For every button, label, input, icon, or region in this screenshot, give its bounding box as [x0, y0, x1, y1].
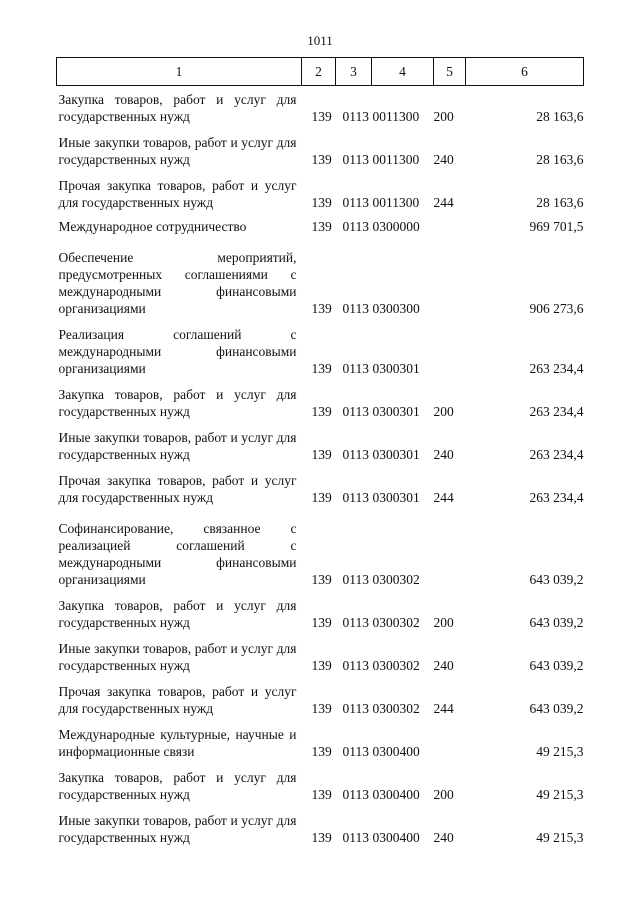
row-name: Прочая закупка товаров, работ и услуг для государственных нужд — [58, 472, 297, 505]
row-col-3: 0113 — [342, 614, 369, 630]
row-name: Обеспечение мероприятий, предусмотренных соглашениями с международными финансовыми организациями — [58, 249, 297, 316]
row-col-2: 139 — [311, 614, 332, 630]
row-col-2: 139 — [311, 300, 332, 316]
table-row — [57, 764, 584, 807]
row-col-2: 139 — [311, 489, 332, 505]
row-col-3: 0113 — [342, 446, 369, 462]
row-col-4: 0300301 — [372, 360, 420, 376]
row-name: Софинансирование, связанное с реализацией соглашений с международными финансовыми организациями — [58, 520, 297, 587]
row-col-6: 49 215,3 — [536, 829, 584, 845]
row-col-4: 0300400 — [372, 786, 420, 802]
row-name: Иные закупки товаров, работ и услуг для государственных нужд — [58, 429, 297, 462]
row-name: Международные культурные, научные и информационные связи — [58, 726, 297, 759]
row-col-6: 906 273,6 — [529, 300, 584, 316]
row-col-3: 0113 — [342, 786, 369, 802]
row-col-3: 0113 — [342, 829, 369, 845]
row-col-4: 0300302 — [372, 700, 420, 716]
row-col-6: 263 234,4 — [529, 360, 584, 376]
row-col-3: 0113 — [342, 489, 369, 505]
row-col-4: 0300000 — [372, 218, 420, 234]
row-col-5: 244 — [433, 194, 454, 210]
row-col-6: 49 215,3 — [536, 743, 584, 759]
table-row — [57, 592, 584, 635]
row-col-3: 0113 — [342, 743, 369, 759]
row-name: Закупка товаров, работ и услуг для государственных нужд — [58, 91, 297, 124]
row-col-3: 0113 — [342, 571, 369, 587]
table-body — [57, 86, 584, 850]
table-row — [57, 510, 584, 592]
table-row — [57, 215, 584, 239]
table-row — [57, 321, 584, 381]
row-col-5: 240 — [433, 151, 454, 167]
table-row — [57, 381, 584, 424]
table-row — [57, 172, 584, 215]
header-row — [57, 58, 584, 86]
row-col-2: 139 — [311, 786, 332, 802]
row-col-6: 643 039,2 — [529, 571, 584, 587]
row-col-4: 0300301 — [372, 489, 420, 505]
table-row — [57, 807, 584, 850]
table-header — [57, 58, 584, 86]
row-col-3: 0113 — [342, 108, 369, 124]
row-col-4: 0300400 — [372, 743, 420, 759]
row-col-3: 0113 — [342, 300, 369, 316]
row-col-2: 139 — [311, 829, 332, 845]
row-col-5: 240 — [433, 657, 454, 673]
row-col-4: 0300302 — [372, 657, 420, 673]
row-name: Прочая закупка товаров, работ и услуг для государственных нужд — [58, 683, 297, 716]
row-col-3: 0113 — [342, 360, 369, 376]
row-col-6: 643 039,2 — [529, 614, 584, 630]
row-col-3: 0113 — [342, 657, 369, 673]
row-col-5: 244 — [433, 489, 454, 505]
row-col-2: 139 — [311, 108, 332, 124]
row-col-6: 263 234,4 — [529, 446, 584, 462]
row-name: Иные закупки товаров, работ и услуг для государственных нужд — [58, 134, 297, 167]
row-col-4: 0300302 — [372, 571, 420, 587]
row-col-2: 139 — [311, 446, 332, 462]
row-col-2: 139 — [311, 151, 332, 167]
row-name: Международное сотрудничество — [58, 218, 247, 234]
row-col-5 — [434, 510, 466, 592]
row-name: Иные закупки товаров, работ и услуг для государственных нужд — [58, 640, 297, 673]
table-row — [57, 239, 584, 321]
table-row — [57, 424, 584, 467]
row-col-6: 263 234,4 — [529, 403, 584, 419]
row-col-2: 139 — [311, 571, 332, 587]
row-col-4: 0011300 — [372, 108, 420, 124]
row-col-4: 0300300 — [372, 300, 420, 316]
row-col-2: 139 — [311, 194, 332, 210]
row-col-4: 0300301 — [372, 403, 420, 419]
header-col-3: 3 — [336, 58, 372, 86]
row-col-3: 0113 — [342, 218, 369, 234]
row-name: Закупка товаров, работ и услуг для государственных нужд — [58, 769, 297, 802]
row-col-5 — [434, 321, 466, 381]
row-col-5: 240 — [433, 446, 454, 462]
header-col-2: 2 — [302, 58, 336, 86]
table-row — [57, 467, 584, 510]
row-col-6: 263 234,4 — [529, 489, 584, 505]
header-col-5: 5 — [434, 58, 466, 86]
row-col-3: 0113 — [342, 403, 369, 419]
row-name: Прочая закупка товаров, работ и услуг для государственных нужд — [58, 177, 297, 210]
row-col-5 — [434, 215, 466, 239]
row-col-5: 200 — [433, 108, 454, 124]
row-col-3: 0113 — [342, 700, 369, 716]
page-number: 1011 — [307, 33, 333, 48]
table-row — [57, 86, 584, 129]
row-col-5: 240 — [433, 829, 454, 845]
row-col-2: 139 — [311, 743, 332, 759]
table-row — [57, 635, 584, 678]
budget-table — [56, 57, 584, 850]
row-col-6: 643 039,2 — [529, 700, 584, 716]
row-col-5 — [434, 721, 466, 764]
row-col-4: 0300301 — [372, 446, 420, 462]
row-col-2: 139 — [311, 657, 332, 673]
row-col-2: 139 — [311, 700, 332, 716]
row-name: Закупка товаров, работ и услуг для государственных нужд — [58, 597, 297, 630]
row-name: Иные закупки товаров, работ и услуг для государственных нужд — [58, 812, 297, 845]
table-row — [57, 678, 584, 721]
row-col-5 — [434, 239, 466, 321]
row-col-5: 200 — [433, 786, 454, 802]
row-col-4: 0011300 — [372, 151, 420, 167]
row-col-6: 28 163,6 — [536, 108, 584, 124]
row-col-3: 0113 — [342, 194, 369, 210]
row-col-2: 139 — [311, 218, 332, 234]
row-name: Закупка товаров, работ и услуг для государственных нужд — [58, 386, 297, 419]
row-name: Реализация соглашений с международными финансовыми организациями — [58, 326, 297, 376]
row-col-6: 49 215,3 — [536, 786, 584, 802]
table-row — [57, 129, 584, 172]
row-col-3: 0113 — [342, 151, 369, 167]
row-col-6: 28 163,6 — [536, 194, 584, 210]
table-row — [57, 721, 584, 764]
row-col-5: 200 — [433, 614, 454, 630]
row-col-6: 969 701,5 — [529, 218, 584, 234]
row-col-6: 643 039,2 — [529, 657, 584, 673]
header-col-4: 4 — [372, 58, 434, 86]
row-col-5: 200 — [433, 403, 454, 419]
row-col-6: 28 163,6 — [536, 151, 584, 167]
row-col-4: 0300302 — [372, 614, 420, 630]
row-col-2: 139 — [311, 360, 332, 376]
row-col-4: 0011300 — [372, 194, 420, 210]
row-col-4: 0300400 — [372, 829, 420, 845]
row-col-2: 139 — [311, 403, 332, 419]
header-col-1: 1 — [57, 58, 302, 86]
row-col-5: 244 — [433, 700, 454, 716]
header-col-6: 6 — [466, 58, 584, 86]
